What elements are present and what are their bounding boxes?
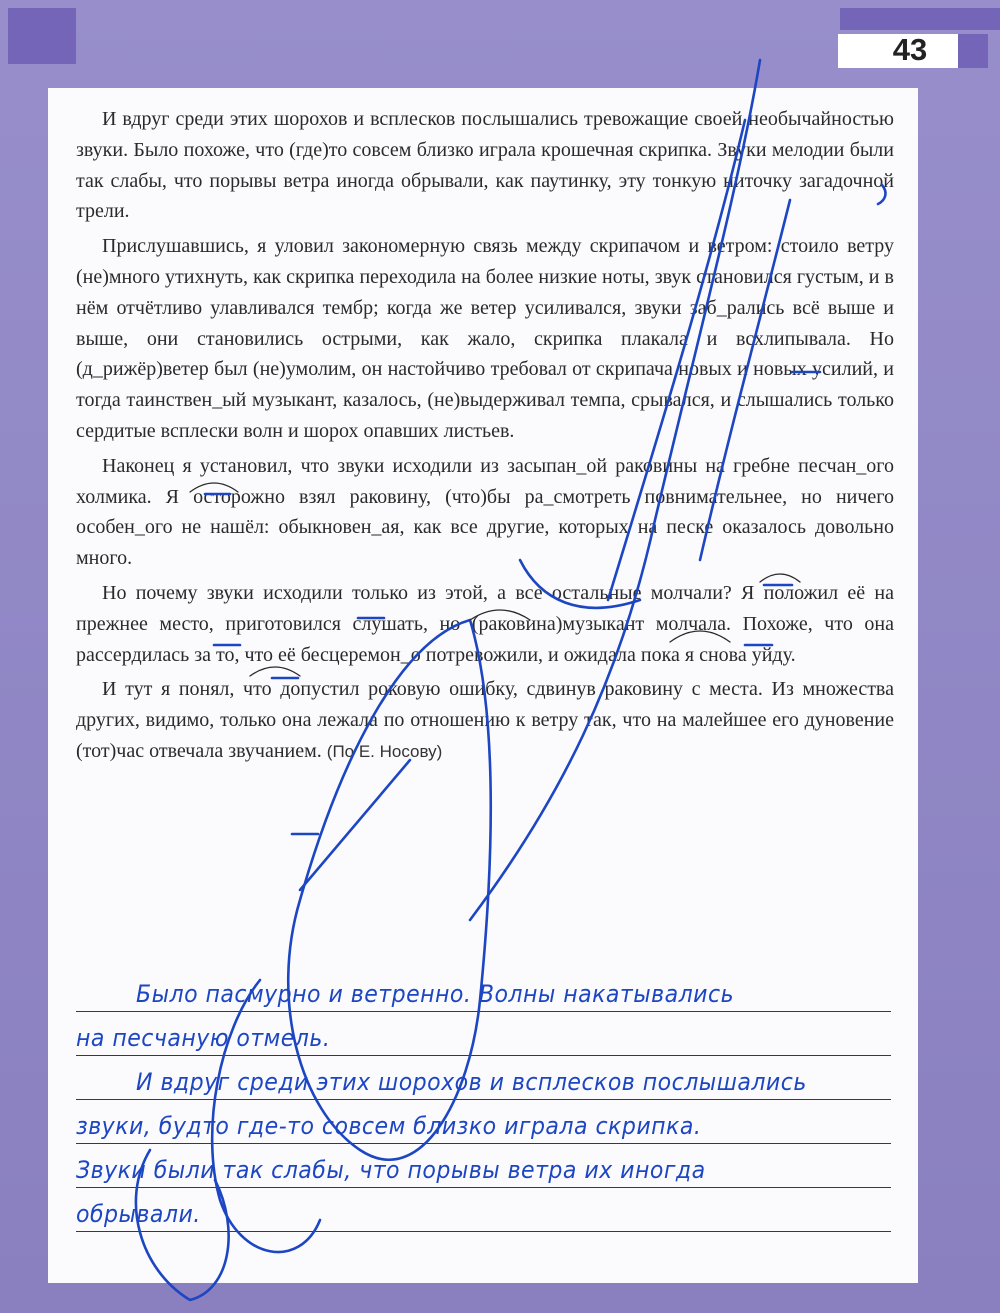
exercise-text (76, 104, 894, 768)
handwritten-line-2: на песчаную отмель. (76, 1024, 331, 1052)
answer-line[interactable] (76, 1100, 891, 1144)
page-number-strip (958, 34, 988, 68)
handwritten-line-6: обрывали. (76, 1200, 201, 1228)
answer-line[interactable] (76, 1012, 891, 1056)
paragraph-5-text: И тут я понял, что допустил роковую ошибку, сдвинув раковину с места. Из множества других, видимо, только она лежала по отношению к ветру так, что на малейшее его дуновение (тот)час отвечала звучанием. (76, 678, 894, 762)
corner-tab (8, 8, 76, 64)
page-number: 43 (892, 32, 928, 67)
paragraph-5 (76, 674, 894, 767)
answer-line[interactable] (76, 1188, 891, 1232)
handwritten-line-3: И вдруг среди этих шорохов и всплесков послышались (136, 1068, 807, 1096)
handwritten-line-4: звуки, будто где-то совсем близко играла скрипка. (76, 1112, 702, 1140)
paragraph-3: Наконец я установил, что звуки исходили из засыпан_ой раковины на гребне песчан_ого холмика. Я осторожно взял раковину, (что)бы ра_смотреть повнимательнее, но ничего особен_ого не нашёл: обыкновен_ая, как все другие, которых на песке оказалось довольно много. (76, 454, 894, 570)
paragraph-1: И вдруг среди этих шорохов и всплесков послышались тревожащие своей необычайностью звуки. Было похоже, что (где)то совсем близко играла крошечная скрипка. Звуки мелодии были так слабы, что порывы ветра иногда обрывали, как паутинку, эту тонкую ниточку загадочной трели. (76, 108, 894, 223)
corner-tab (840, 8, 1000, 30)
answer-line[interactable] (76, 968, 891, 1012)
answer-line[interactable] (76, 1144, 891, 1188)
paragraph-2: Прислушавшись, я уловил закономерную связь между скрипачом и ветром: стоило ветру (не)много утихнуть, как скрипка переходила на более низкие ноты, звук становился густым, и в нём отчётливо улавливался тембр; когда же ветер усиливался, звуки заб_рались всё выше и выше, они становились острыми, как жало, скрипка плакала и всхлипывала. Но (д_рижёр)ветер был (не)умолим, он настойчиво требовал от скрипача новых и новых усилий, и тогда таинствен_ый музыкант, казалось, (не)выдерживал темпа, срывался, и слышались только сердитые всплески волн и шорох опавших листьев. (76, 235, 894, 442)
answer-area (76, 968, 891, 1232)
handwritten-line-5: Звуки были так слабы, что порывы ветра их иногда (76, 1156, 706, 1184)
text-source: (По Е. Носову) (326, 741, 443, 761)
handwritten-line-1: Было пасмурно и ветренно. Волны накатывались (136, 980, 735, 1008)
answer-line[interactable] (76, 1056, 891, 1100)
paragraph-4: Но почему звуки исходили только из этой, а все остальные молчали? Я положил её на прежнее место, приготовился слушать, но (раковина)музыкант молчала. Похоже, что она рассердилась за то, что её бесцеремон_о потревожили, и ожидала пока я снова уйду. (76, 581, 894, 666)
